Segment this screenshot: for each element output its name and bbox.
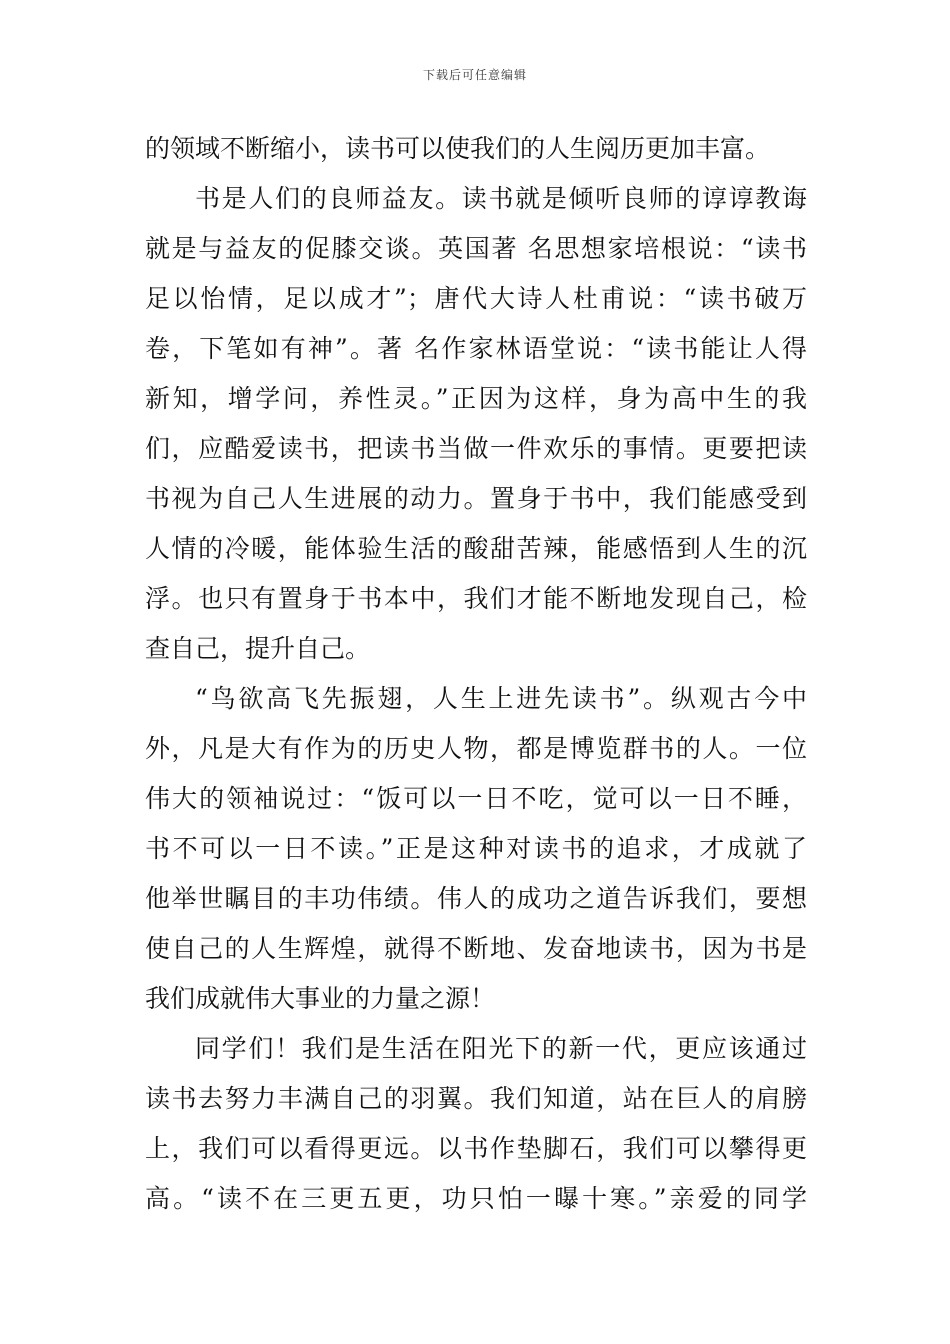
text-line: 我们成就伟大事业的力量之源！ xyxy=(145,984,496,1013)
text-line: 高。“读不在三更五更，功只怕一曝十寒。”亲爱的同学 xyxy=(145,1184,807,1213)
page-header: 下载后可任意编辑 xyxy=(422,68,527,82)
text-line: 卷，下笔如有神”。著 名作家林语堂说：“读书能让人得 xyxy=(145,334,807,363)
text-line: 书不可以一日不读。”正是这种对读书的追求，才成就了 xyxy=(145,834,807,863)
text-line: 同学们！我们是生活在阳光下的新一代，更应该通过 xyxy=(195,1034,807,1063)
text-line: 的领域不断缩小，读书可以使我们的人生阅历更加丰富。 xyxy=(145,134,771,163)
text-line: 上，我们可以看得更远。以书作垫脚石，我们可以攀得更 xyxy=(145,1134,807,1163)
text-line: 人情的冷暖，能体验生活的酸甜苦辣，能感悟到人生的沉 xyxy=(145,534,807,563)
text-line: “鸟欲高飞先振翅，人生上进先读书”。纵观古今中 xyxy=(195,684,807,713)
text-line: 外，凡是大有作为的历史人物，都是博览群书的人。一位 xyxy=(145,734,807,763)
text-line: 书是人们的良师益友。读书就是倾听良师的谆谆教诲 xyxy=(195,184,807,213)
text-line: 书视为自己人生进展的动力。置身于书中，我们能感受到 xyxy=(145,484,807,513)
text-line: 伟大的领袖说过：“饭可以一日不吃，觉可以一日不睡， xyxy=(145,784,807,813)
text-line: 足以怡情，足以成才”；唐代大诗人杜甫说：“读书破万 xyxy=(145,284,807,313)
text-line: 就是与益友的促膝交谈。英国著 名思想家培根说：“读书 xyxy=(145,234,807,263)
document-body xyxy=(145,124,807,1224)
text-line: 新知，增学问，养性灵。”正因为这样，身为高中生的我 xyxy=(145,384,807,413)
text-line: 们，应酷爱读书，把读书当做一件欢乐的事情。更要把读 xyxy=(145,434,807,463)
text-line: 查自己，提升自己。 xyxy=(145,634,371,663)
text-line: 读书去努力丰满自己的羽翼。我们知道，站在巨人的肩膀 xyxy=(145,1084,807,1113)
text-line: 浮。也只有置身于书本中，我们才能不断地发现自己，检 xyxy=(145,584,807,613)
text-line: 使自己的人生辉煌，就得不断地、发奋地读书，因为书是 xyxy=(145,934,807,963)
text-line: 他举世瞩目的丰功伟绩。伟人的成功之道告诉我们，要想 xyxy=(145,884,807,913)
